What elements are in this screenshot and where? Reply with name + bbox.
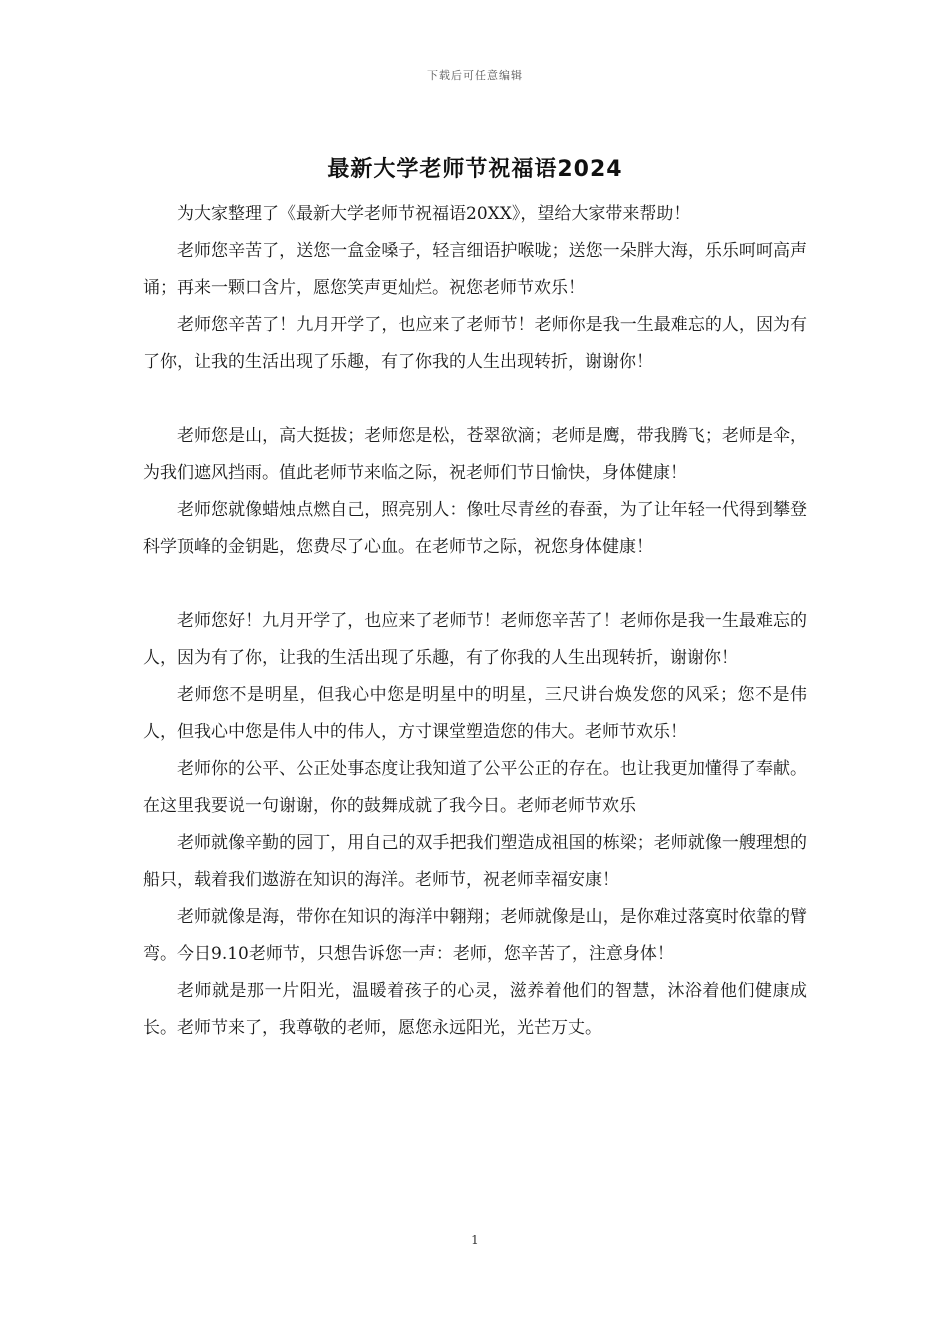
paragraph-gap [143,566,807,603]
page-number: 1 [471,1233,479,1247]
document-body [143,196,807,1047]
paragraph-gap [143,381,807,418]
paragraph: 老师您就像蜡烛点燃自己，照亮别人：像吐尽青丝的春蚕，为了让年轻一代得到攀登科学顶峰的金钥匙，您费尽了心血。在老师节之际，祝您身体健康！ [143,500,807,557]
page-header-note: 下载后可任意编辑 [427,69,523,82]
paragraph: 老师您辛苦了，送您一盒金嗓子，轻言细语护喉咙；送您一朵胖大海，乐乐呵呵高声诵；再来一颗口含片，愿您笑声更灿烂。祝您老师节欢乐！ [143,241,807,298]
document-title: 最新大学老师节祝福语2024 [327,157,623,182]
paragraph: 老师您好！九月开学了，也应来了老师节！老师您辛苦了！老师你是我一生最难忘的人，因为有了你，让我的生活出现了乐趣，有了你我的人生出现转折，谢谢你！ [143,611,807,668]
paragraph: 老师就像是海，带你在知识的海洋中翱翔；老师就像是山，是你难过落寞时依靠的臂弯。今日9.10老师节，只想告诉您一声：老师，您辛苦了，注意身体！ [143,907,807,964]
paragraph: 老师就是那一片阳光，温暖着孩子的心灵，滋养着他们的智慧，沐浴着他们健康成长。老师节来了，我尊敬的老师，愿您永远阳光，光芒万丈。 [143,981,807,1038]
paragraph: 老师就像辛勤的园丁，用自己的双手把我们塑造成祖国的栋梁；老师就像一艘理想的船只，载着我们遨游在知识的海洋。老师节，祝老师幸福安康！ [143,833,807,890]
paragraph: 老师您是山，高大挺拔；老师您是松，苍翠欲滴；老师是鹰，带我腾飞；老师是伞，为我们遮风挡雨。值此老师节来临之际，祝老师们节日愉快，身体健康！ [143,426,807,483]
paragraph: 老师您不是明星，但我心中您是明星中的明星，三尺讲台焕发您的风采；您不是伟人，但我心中您是伟人中的伟人，方寸课堂塑造您的伟大。老师节欢乐！ [143,685,807,742]
paragraph: 老师你的公平、公正处事态度让我知道了公平公正的存在。也让我更加懂得了奉献。在这里我要说一句谢谢，你的鼓舞成就了我今日。老师老师节欢乐 [143,759,807,816]
paragraph-intro: 为大家整理了《最新大学老师节祝福语20XX》，望给大家带来帮助！ [177,204,691,224]
paragraph: 老师您辛苦了！九月开学了，也应来了老师节！老师你是我一生最难忘的人，因为有了你，让我的生活出现了乐趣，有了你我的人生出现转折，谢谢你！ [143,315,807,372]
